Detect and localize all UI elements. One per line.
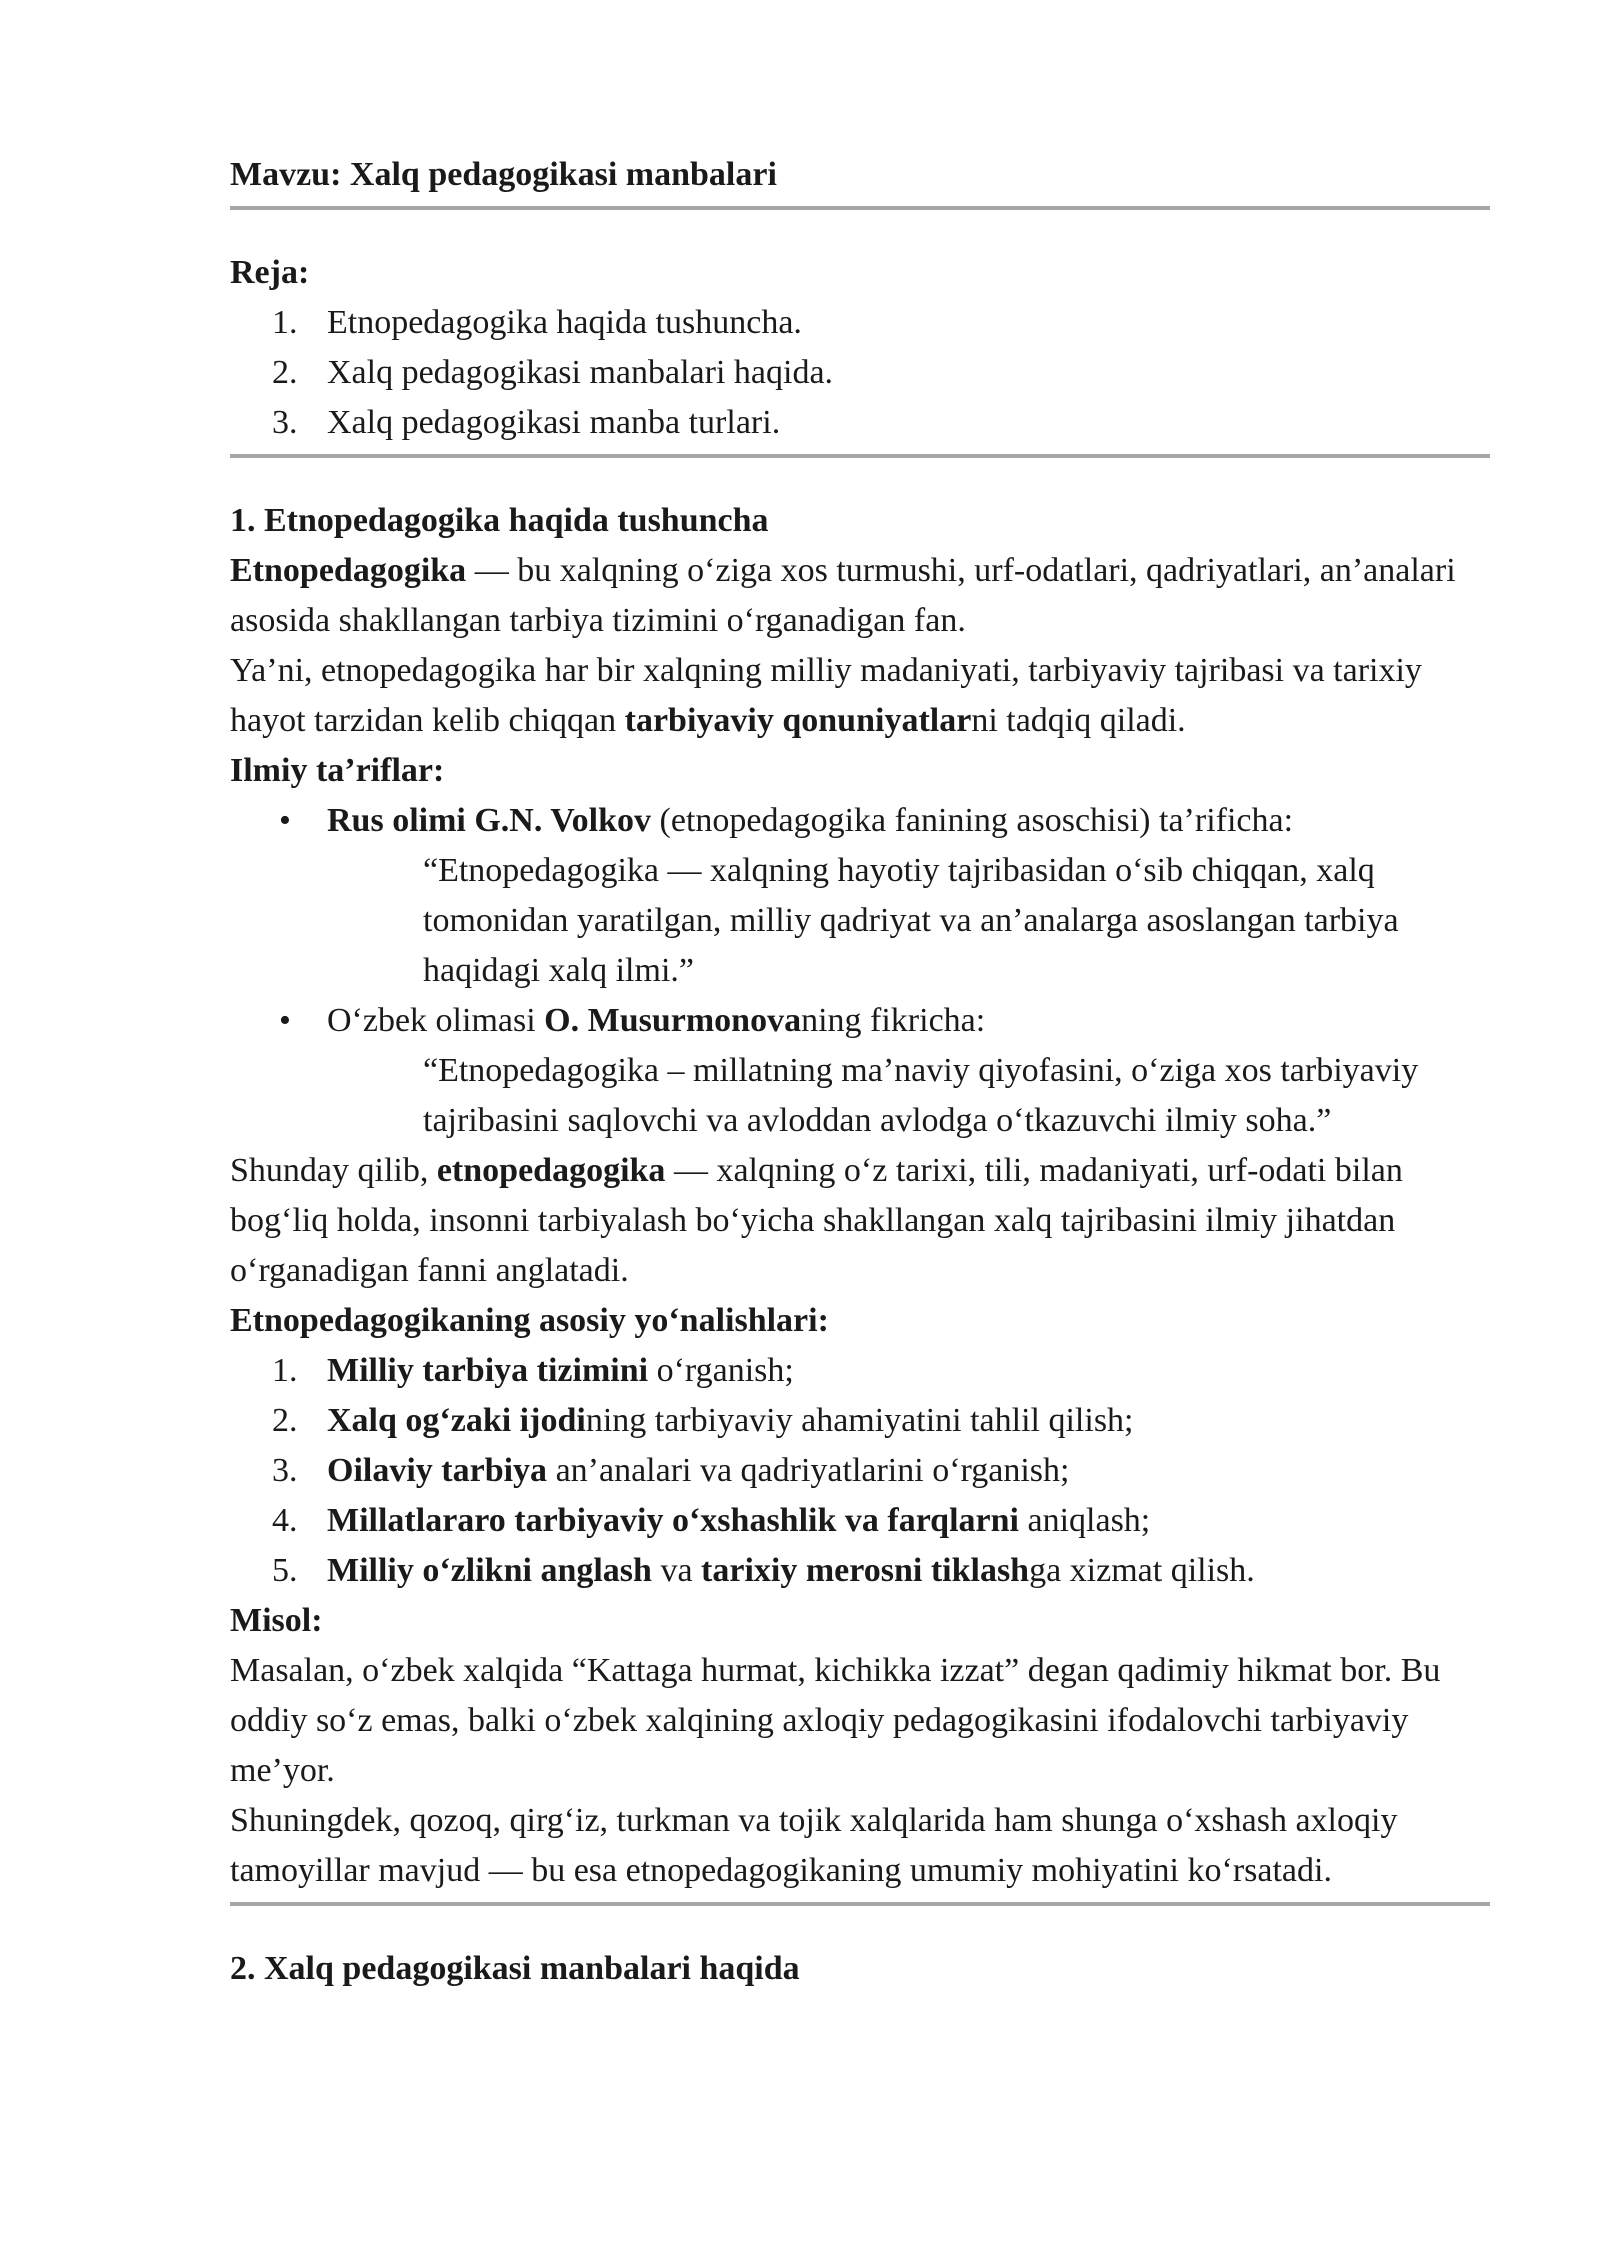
paragraph-text: — xalqning o‘z tarixi, tili, madaniyati, urf-odati bilan bog‘liq holda, insonni tarbiyalash bo‘yicha shakllangan xalq tajribasini ilmiy jihatdan o‘rganadigan fanni anglatadi. bbox=[230, 1152, 1403, 1289]
summary-paragraph bbox=[230, 1146, 1490, 1296]
definitions-heading: Ilmiy ta’riflar: bbox=[230, 752, 445, 789]
direction-item bbox=[230, 1496, 1490, 1546]
definition-quote: “Etnopedagogika — xalqning hayotiy tajribasidan o‘sib chiqqan, xalq tomonidan yaratilgan, milliy qadriyat va an’analarga asoslangan tarbiya haqidagi xalq ilmi.” bbox=[423, 852, 1399, 989]
document-page bbox=[230, 0, 1490, 1994]
emphasis-text: tarbiyaviy qonuniyatlar bbox=[624, 702, 972, 739]
plan-item-text: Xalq pedagogikasi manbalari haqida. bbox=[327, 354, 834, 391]
definitions-list bbox=[230, 796, 1490, 846]
plan-section bbox=[230, 248, 1490, 448]
list-number: 2. bbox=[272, 354, 298, 391]
paragraph-text: Shunday qilib, bbox=[230, 1152, 437, 1189]
directions-list bbox=[230, 1346, 1490, 1596]
document-title: Mavzu: Xalq pedagogikasi manbalari bbox=[230, 156, 777, 193]
emphasis-text: tarixiy merosni tiklash bbox=[701, 1552, 1030, 1589]
list-number: 3. bbox=[272, 1452, 298, 1489]
definitions-list bbox=[230, 996, 1490, 1046]
list-number: 3. bbox=[272, 404, 298, 441]
example-paragraph: Masalan, o‘zbek xalqida “Kattaga hurmat, kichikka izzat” degan qadimiy hikmat bor. Bu oddiy so‘z emas, balki o‘zbek xalqining axloqiy pedagogikasini ifodalovchi tarbiyaviy me’yor. bbox=[230, 1652, 1441, 1789]
plan-item-text: Etnopedagogika haqida tushuncha. bbox=[327, 304, 802, 341]
paragraph-text: Ya’ni, etnopedagogika har bir xalqning milliy madaniyati, tarbiyaviy tajribasi va tarixiy hayot tarzidan kelib chiqqan bbox=[230, 652, 1422, 739]
explanation-paragraph bbox=[230, 646, 1490, 746]
bullet-icon: • bbox=[279, 802, 291, 839]
plan-item bbox=[230, 348, 1490, 398]
direction-item bbox=[230, 1546, 1490, 1596]
section-heading: 2. Xalq pedagogikasi manbalari haqida bbox=[230, 1950, 800, 1987]
direction-item bbox=[230, 1446, 1490, 1496]
plan-list bbox=[230, 298, 1490, 448]
directions-heading: Etnopedagogikaning asosiy yo‘nalishlari: bbox=[230, 1302, 829, 1339]
scholar-name: O. Musurmonova bbox=[544, 1002, 802, 1039]
definition-text: — bu xalqning o‘ziga xos turmushi, urf-odatlari, qadriyatlari, an’analari asosida shakllangan tarbiya tizimini o‘rganadigan fan. bbox=[230, 552, 1456, 639]
list-number: 1. bbox=[272, 304, 298, 341]
example-paragraph: Shuningdek, qozoq, qirg‘iz, turkman va tojik xalqlarida ham shunga o‘xshash axloqiy tamoyillar mavjud — bu esa etnopedagogikaning umumiy mohiyatini ko‘rsatadi. bbox=[230, 1802, 1398, 1889]
divider bbox=[230, 1902, 1490, 1906]
direction-text: aniqlash; bbox=[1019, 1502, 1151, 1539]
definition-intro: O‘zbek olimasi bbox=[327, 1002, 545, 1039]
scholar-name: Rus olimi G.N. Volkov bbox=[327, 802, 652, 839]
section-1 bbox=[230, 496, 1490, 1896]
plan-item bbox=[230, 298, 1490, 348]
divider bbox=[230, 454, 1490, 458]
emphasis-text: Milliy o‘zlikni anglash bbox=[327, 1552, 652, 1589]
direction-text: va bbox=[651, 1552, 702, 1589]
definition-term: Etnopedagogika bbox=[230, 552, 467, 589]
list-number: 1. bbox=[272, 1352, 298, 1389]
definition-intro: (etnopedagogika fanining asoschisi) ta’rificha: bbox=[651, 802, 1294, 839]
direction-text: o‘rganish; bbox=[648, 1352, 794, 1389]
plan-item-text: Xalq pedagogikasi manba turlari. bbox=[327, 404, 781, 441]
definition-item bbox=[230, 796, 1490, 846]
definition-item bbox=[230, 996, 1490, 1046]
example-heading: Misol: bbox=[230, 1602, 323, 1639]
direction-item bbox=[230, 1346, 1490, 1396]
emphasis-text: Xalq og‘zaki ijodi bbox=[327, 1402, 586, 1439]
emphasis-text: etnopedagogika bbox=[436, 1152, 666, 1189]
plan-item bbox=[230, 398, 1490, 448]
emphasis-text: Millatlararo tarbiyaviy o‘xshashlik va farqlarni bbox=[327, 1502, 1019, 1539]
section-2 bbox=[230, 1944, 1490, 1994]
emphasis-text: Milliy tarbiya tizimini bbox=[327, 1352, 649, 1389]
list-number: 2. bbox=[272, 1402, 298, 1439]
emphasis-text: Oilaviy tarbiya bbox=[327, 1452, 548, 1489]
definition-intro: ning fikricha: bbox=[801, 1002, 986, 1039]
paragraph-text: ni tadqiq qiladi. bbox=[971, 702, 1186, 739]
list-number: 5. bbox=[272, 1552, 298, 1589]
divider bbox=[230, 206, 1490, 210]
plan-heading: Reja: bbox=[230, 254, 310, 291]
direction-text: an’analari va qadriyatlarini o‘rganish; bbox=[547, 1452, 1070, 1489]
direction-text: ga xizmat qilish. bbox=[1029, 1552, 1255, 1589]
section-heading: 1. Etnopedagogika haqida tushuncha bbox=[230, 502, 769, 539]
direction-text: ning tarbiyaviy ahamiyatini tahlil qilish; bbox=[585, 1402, 1134, 1439]
definition-paragraph bbox=[230, 546, 1490, 646]
list-number: 4. bbox=[272, 1502, 298, 1539]
bullet-icon: • bbox=[279, 1002, 291, 1039]
definition-quote: “Etnopedagogika – millatning ma’naviy qiyofasini, o‘ziga xos tarbiyaviy tajribasini saqlovchi va avloddan avlodga o‘tkazuvchi ilmiy soha.” bbox=[423, 1052, 1419, 1139]
direction-item bbox=[230, 1396, 1490, 1446]
